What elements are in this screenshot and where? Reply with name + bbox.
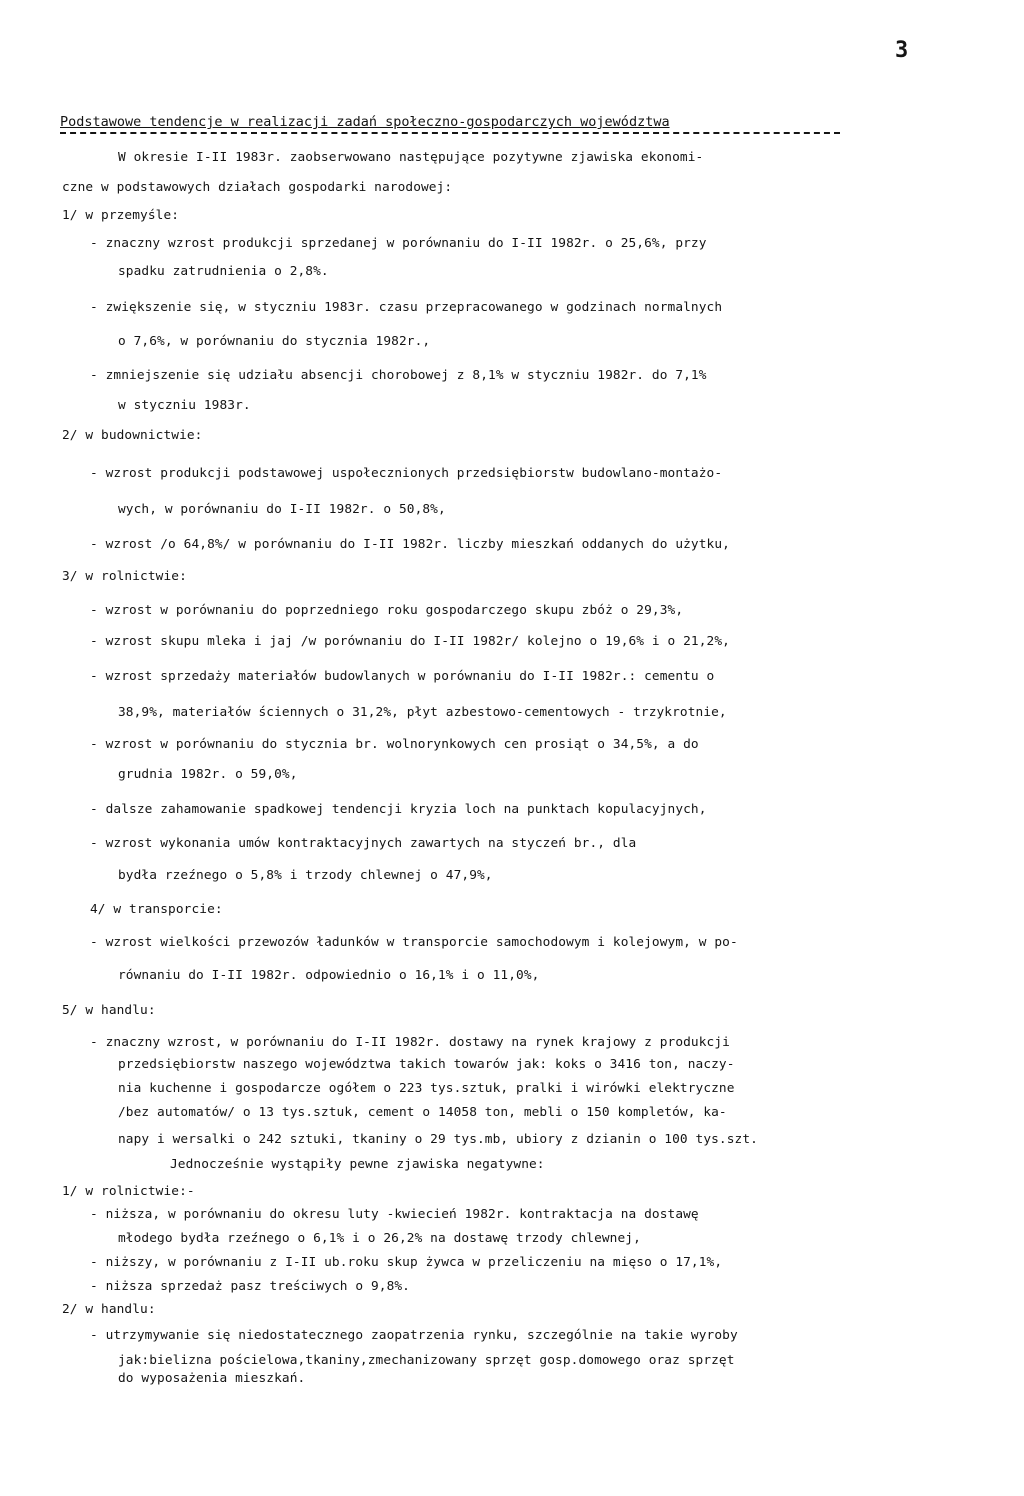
text-line: - wzrost skupu mleka i jaj /w porównaniu do I-II 1982r/ kolejno o 19,6% i o 21,2%, xyxy=(90,634,730,649)
text-line: - wzrost /o 64,8%/ w porównaniu do I-II 1982r. liczby mieszkań oddanych do użytku, xyxy=(90,537,730,552)
text-line: - utrzymywanie się niedostatecznego zaopatrzenia rynku, szczególnie na takie wyroby xyxy=(90,1328,738,1343)
intro-line-2: czne w podstawowych działach gospodarki narodowej: xyxy=(62,180,453,195)
section-heading-trade: 5/ w handlu: xyxy=(62,1003,156,1018)
text-line: - dalsze zahamowanie spadkowej tendencji kryzia loch na punktach kopulacyjnych, xyxy=(90,802,707,817)
text-line: nia kuchenne i gospodarcze ogółem o 223 tys.sztuk, pralki i wirówki elektryczne xyxy=(118,1081,735,1096)
text-line: - znaczny wzrost, w porównaniu do I-II 1982r. dostawy na rynek krajowy z produkcji xyxy=(90,1035,730,1050)
text-line: o 7,6%, w porównaniu do stycznia 1982r., xyxy=(118,334,431,349)
section-heading-construction: 2/ w budownictwie: xyxy=(62,428,203,443)
text-line: bydła rzeźnego o 5,8% i trzody chlewnej o 47,9%, xyxy=(118,868,493,883)
text-line: - niższa, w porównaniu do okresu luty -kwiecień 1982r. kontraktacja na dostawę xyxy=(90,1207,699,1222)
text-line: grudnia 1982r. o 59,0%, xyxy=(118,767,298,782)
section-heading-trade-negative: 2/ w handlu: xyxy=(62,1302,156,1317)
text-line: - wzrost produkcji podstawowej uspołecznionych przedsiębiorstw budowlano-montażo- xyxy=(90,466,723,481)
section-heading-agriculture-negative: 1/ w rolnictwie:- xyxy=(62,1184,195,1199)
text-line: młodego bydła rzeźnego o 6,1% i o 26,2% na dostawę trzody chlewnej, xyxy=(118,1231,641,1246)
section-heading-transport: 4/ w transporcie: xyxy=(90,902,223,917)
negative-intro: Jednocześnie wystąpiły pewne zjawiska negatywne: xyxy=(170,1157,545,1172)
text-line: równaniu do I-II 1982r. odpowiednio o 16,1% i o 11,0%, xyxy=(118,968,540,983)
text-line: - wzrost wielkości przewozów ładunków w transporcie samochodowym i kolejowym, w po- xyxy=(90,935,738,950)
page-number: 3 xyxy=(895,38,909,63)
text-line: do wyposażenia mieszkań. xyxy=(118,1371,306,1386)
section-heading-industry: 1/ w przemyśle: xyxy=(62,208,180,223)
text-line: - wzrost w porównaniu do stycznia br. wolnorynkowych cen prosiąt o 34,5%, a do xyxy=(90,737,699,752)
text-line: - niższy, w porównaniu z I-II ub.roku skup żywca w przeliczeniu na mięso o 17,1%, xyxy=(90,1255,723,1270)
text-line: - zmniejszenie się udziału absencji chorobowej z 8,1% w styczniu 1982r. do 7,1% xyxy=(90,368,707,383)
text-line: napy i wersalki o 242 sztuki, tkaniny o 29 tys.mb, ubiory z dzianin o 100 tys.szt. xyxy=(118,1132,758,1147)
text-line: jak:bielizna pościelowa,tkaniny,zmechanizowany sprzęt gosp.domowego oraz sprzęt xyxy=(118,1353,735,1368)
text-line: przedsiębiorstw naszego województwa takich towarów jak: koks o 3416 ton, naczy- xyxy=(118,1057,735,1072)
text-line: /bez automatów/ o 13 tys.sztuk, cement o 14058 ton, mebli o 150 kompletów, ka- xyxy=(118,1105,727,1120)
text-line: - znaczny wzrost produkcji sprzedanej w porównaniu do I-II 1982r. o 25,6%, przy xyxy=(90,236,707,251)
text-line: - zwiększenie się, w styczniu 1983r. czasu przepracowanego w godzinach normalnych xyxy=(90,300,723,315)
document-title: Podstawowe tendencje w realizacji zadań społeczno-gospodarczych województwa xyxy=(60,114,670,130)
text-line: - wzrost wykonania umów kontraktacyjnych zawartych na styczeń br., dla xyxy=(90,836,637,851)
text-line: - wzrost w porównaniu do poprzedniego roku gospodarczego skupu zbóż o 29,3%, xyxy=(90,603,684,618)
text-line: 38,9%, materiałów ściennych o 31,2%, płyt azbestowo-cementowych - trzykrotnie, xyxy=(118,705,727,720)
title-underline xyxy=(60,132,840,134)
intro-line-1: W okresie I-II 1983r. zaobserwowano następujące pozytywne zjawiska ekonomi- xyxy=(118,150,704,165)
text-line: - niższa sprzedaż pasz treściwych o 9,8%. xyxy=(90,1279,410,1294)
text-line: w styczniu 1983r. xyxy=(118,398,251,413)
text-line: wych, w porównaniu do I-II 1982r. o 50,8%, xyxy=(118,502,446,517)
section-heading-agriculture: 3/ w rolnictwie: xyxy=(62,569,187,584)
text-line: spadku zatrudnienia o 2,8%. xyxy=(118,264,329,279)
text-line: - wzrost sprzedaży materiałów budowlanych w porównaniu do I-II 1982r.: cementu o xyxy=(90,669,715,684)
